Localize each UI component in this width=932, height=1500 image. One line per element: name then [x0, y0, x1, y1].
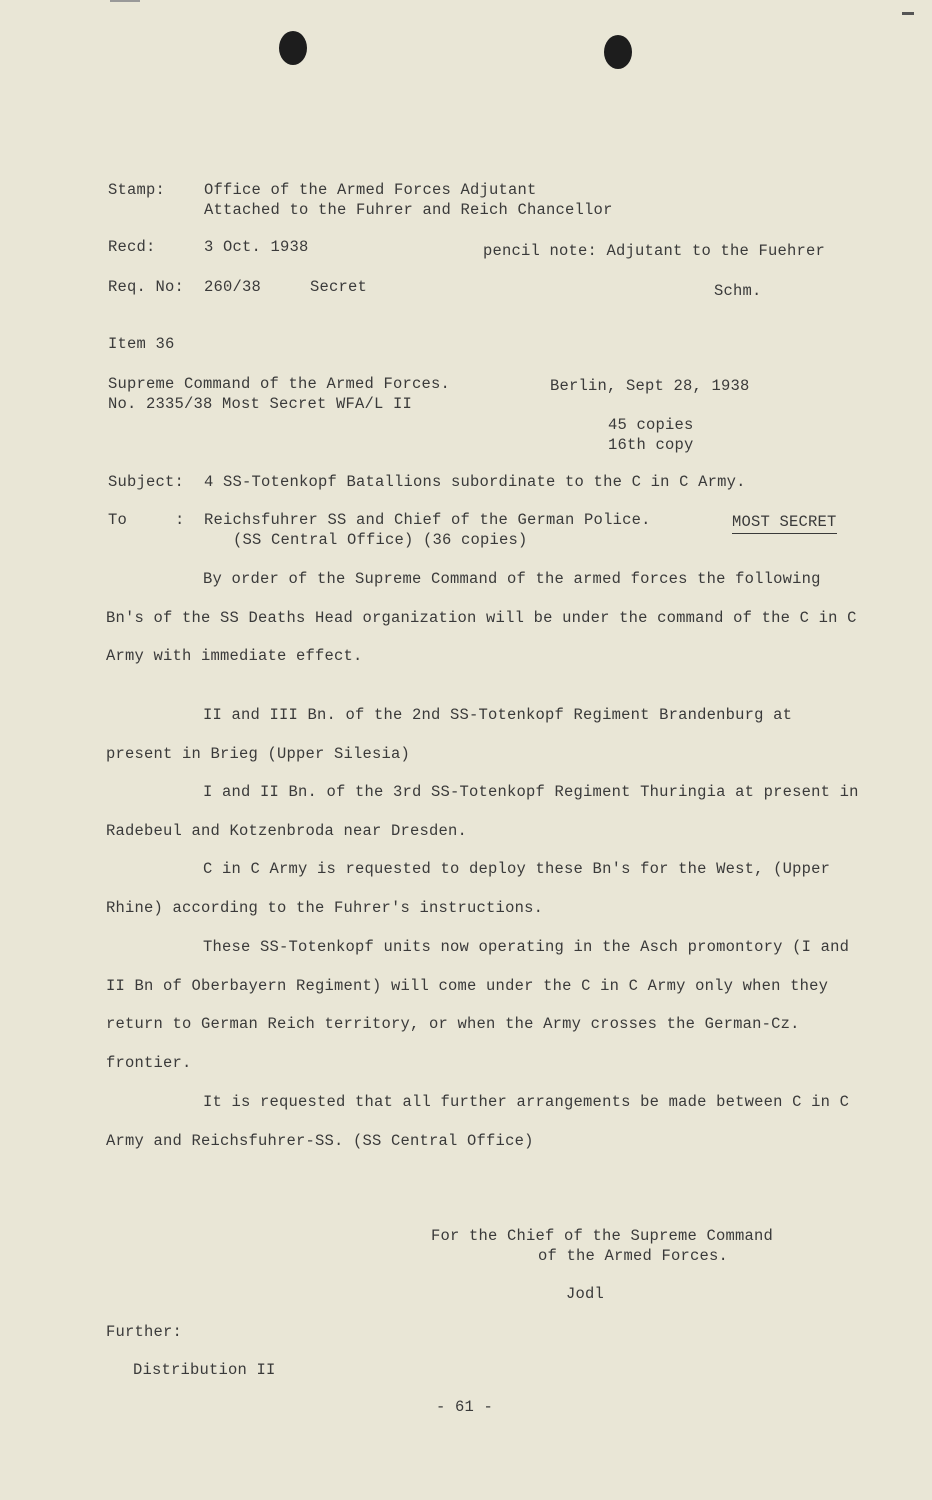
to-line-1: Reichsfuhrer SS and Chief of the German Police. — [204, 511, 651, 529]
distribution: Distribution II — [133, 1361, 276, 1379]
sender-line-2: No. 2335/38 Most Secret WFA/L II — [108, 395, 413, 413]
page-number: - 61 - — [436, 1398, 494, 1416]
punch-hole-left — [279, 31, 307, 65]
corner-edge-mark — [902, 12, 914, 15]
body-paragraph-6: It is requested that all further arrangements be made between C in C Army and Reichsfuhrer-SS. (SS Central Office) — [106, 1093, 850, 1150]
to-colon: : — [175, 511, 185, 529]
copy-number: 16th copy — [608, 436, 694, 454]
recd-label: Recd: — [108, 238, 156, 256]
body-paragraph-4: C in C Army is requested to deploy these Bn's for the West, (Upper Rhine) according to the Fuhrer's instructions. — [106, 860, 831, 917]
recd-value: 3 Oct. 1938 — [204, 238, 309, 256]
req-value: 260/38 — [204, 278, 262, 296]
req-label: Req. No: — [108, 278, 185, 296]
punch-hole-right — [604, 35, 632, 69]
item-number: Item 36 — [108, 335, 175, 353]
stamp-line-1: Office of the Armed Forces Adjutant — [204, 181, 537, 199]
classification-most-secret: MOST SECRET — [732, 512, 837, 534]
stamp-line-2: Attached to the Fuhrer and Reich Chancellor — [204, 201, 613, 219]
sender-line-1: Supreme Command of the Armed Forces. — [108, 375, 451, 393]
subject-label: Subject: — [108, 473, 185, 491]
stamp-label: Stamp: — [108, 181, 166, 199]
body-paragraph-3: I and II Bn. of the 3rd SS-Totenkopf Regiment Thuringia at present in Radebeul and Kotzenbroda near Dresden. — [106, 783, 859, 840]
body-paragraph-2: II and III Bn. of the 2nd SS-Totenkopf Regiment Brandenburg at present in Brieg (Upper Silesia) — [106, 706, 793, 763]
initials: Schm. — [714, 282, 762, 300]
top-edge-mark — [110, 0, 140, 2]
subject-text: 4 SS-Totenkopf Batallions subordinate to the C in C Army. — [204, 473, 746, 491]
body-paragraph-1: By order of the Supreme Command of the armed forces the following Bn's of the SS Deaths Head organization will be under the command of the C in C Army with immediate effect. — [106, 570, 857, 665]
pencil-note: pencil note: Adjutant to the Fuehrer — [483, 242, 826, 260]
place-date: Berlin, Sept 28, 1938 — [550, 377, 750, 395]
signatory-name: Jodl — [566, 1285, 605, 1303]
to-label: To — [108, 511, 128, 529]
signature-line-1: For the Chief of the Supreme Command — [431, 1227, 774, 1245]
body-paragraph-5: These SS-Totenkopf units now operating in the Asch promontory (I and II Bn of Oberbayern Regiment) will come under the C in C Army only when they return to German Reich territory, or when the Army crosses the German-Cz. frontier. — [106, 938, 850, 1072]
to-line-2: (SS Central Office) (36 copies) — [233, 531, 528, 549]
signature-line-2: of the Armed Forces. — [538, 1247, 729, 1265]
req-classification: Secret — [310, 278, 368, 296]
copies-count: 45 copies — [608, 416, 694, 434]
further-label: Further: — [106, 1323, 183, 1341]
